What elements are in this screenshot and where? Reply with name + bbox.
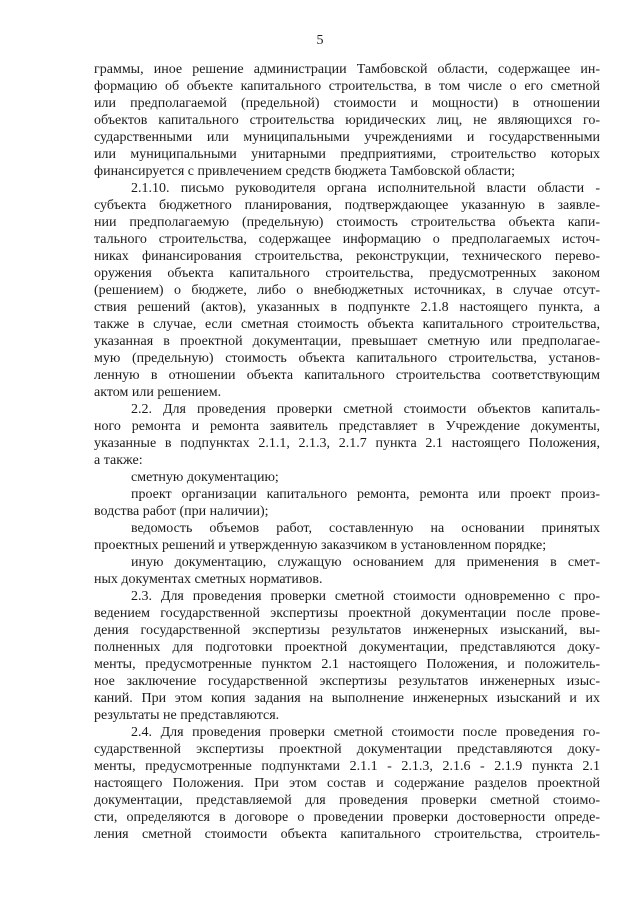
- text-line: 2.3. Для проведения проверки сметной стоимости одновременно с про-: [131, 589, 600, 604]
- text-line: субъекта бюджетного планирования, подтверждающее указанную в заявле-: [94, 198, 600, 213]
- text-line: объектов капитального строительства юридических лиц, не являющихся го-: [94, 113, 600, 128]
- text-line: тального строительства, содержащее информацию о предполагаемых источ-: [94, 232, 600, 247]
- text-line: 2.2. Для проведения проверки сметной стоимости объектов капиталь-: [131, 402, 600, 417]
- text-line: нии предполагаемую (предельную) стоимость строительства объекта капи-: [94, 215, 600, 230]
- text-line: сударственной экспертизы проектной документации представляются доку-: [94, 742, 600, 757]
- text-line: указанные в подпунктах 2.1.1, 2.1.3, 2.1.7 пункта 2.1 настоящего Положения,: [94, 436, 600, 451]
- text-line: а также:: [94, 453, 143, 468]
- text-line: иную документацию, служащую основанием для применения в смет-: [131, 555, 600, 570]
- text-line: сметную документацию;: [131, 470, 279, 485]
- page-number: 5: [316, 33, 324, 48]
- text-line: водства работ (при наличии);: [94, 504, 269, 519]
- text-line: проектных решений и утвержденную заказчиком в установленном порядке;: [94, 538, 547, 553]
- text-line: результаты не представляются.: [94, 708, 280, 723]
- text-line: оружения объекта капитального строительства, предусмотренных законом: [94, 266, 600, 281]
- text-line: сти, определяются в договоре о проведении проверки достоверности опреде-: [94, 810, 600, 825]
- text-line: ствия решений (актов), указанных в подпункте 2.1.8 настоящего пункта, а: [94, 300, 600, 315]
- text-line: ления сметной стоимости объекта капитального строительства, строитель-: [94, 827, 600, 842]
- text-line: или муниципальными унитарными предприятиями, строительство которых: [94, 147, 600, 162]
- text-line: мую (предельную) стоимость объекта капитального строительства, установ-: [94, 351, 600, 366]
- text-line: ведомость объемов работ, составленную на основании принятых: [131, 521, 600, 536]
- text-line: проект организации капитального ремонта, ремонта или проект произ-: [131, 487, 600, 502]
- text-line: документации, представляемой для проведения проверки сметной стоимо-: [94, 793, 600, 808]
- text-line: ное заключение государственной экспертизы результатов инженерных изыс-: [94, 674, 600, 689]
- text-line: ведением государственной экспертизы проектной документации после прове-: [94, 606, 600, 621]
- text-line: (решением) о бюджете, либо о внебюджетных источниках, в случае отсут-: [94, 283, 600, 298]
- text-line: ного ремонта и ремонта заявитель представляет в Учреждение документы,: [94, 419, 600, 434]
- text-line: формацию об объекте капитального строительства, в том числе о его сметной: [94, 79, 600, 94]
- text-line: финансируется с привлечением средств бюджета Тамбовской области;: [94, 164, 515, 179]
- text-line: менты, предусмотренные пунктом 2.1 настоящего Положения, и положитель-: [94, 657, 600, 672]
- text-line: 2.1.10. письмо руководителя органа исполнительной власти области -: [131, 181, 600, 196]
- text-line: ных документах сметных нормативов.: [94, 572, 323, 587]
- text-line: также в случае, если сметная стоимость объекта капитального строительства,: [94, 317, 600, 332]
- text-line: никах финансирования строительства, реконструкции, технического перево-: [94, 249, 600, 264]
- text-line: дения государственной экспертизы результатов инженерных изысканий, вы-: [94, 623, 600, 638]
- text-line: менты, предусмотренные подпунктами 2.1.1 - 2.1.3, 2.1.6 - 2.1.9 пункта 2.1: [94, 759, 600, 774]
- text-line: или предполагаемой (предельной) стоимости и мощности) в отношении: [94, 96, 600, 111]
- text-line: 2.4. Для проведения проверки сметной стоимости после проведения го-: [131, 725, 600, 740]
- document-body: [94, 61, 600, 843]
- text-line: указанная в проектной документации, превышает сметную или предполагае-: [94, 334, 600, 349]
- text-line: полненных для подготовки проектной документации, представляются доку-: [94, 640, 600, 655]
- text-line: каний. При этом копия задания на выполнение инженерных изысканий и их: [94, 691, 600, 706]
- text-line: ленную в отношении объекта капитального строительства соответствующим: [94, 368, 600, 383]
- text-line: актом или решением.: [94, 385, 222, 400]
- text-line: настоящего Положения. При этом состав и содержание разделов проектной: [94, 776, 600, 791]
- text-line: сударственными или муниципальными учреждениями и государственными: [94, 130, 600, 145]
- text-line: граммы, иное решение администрации Тамбовской области, содержащее ин-: [94, 62, 600, 77]
